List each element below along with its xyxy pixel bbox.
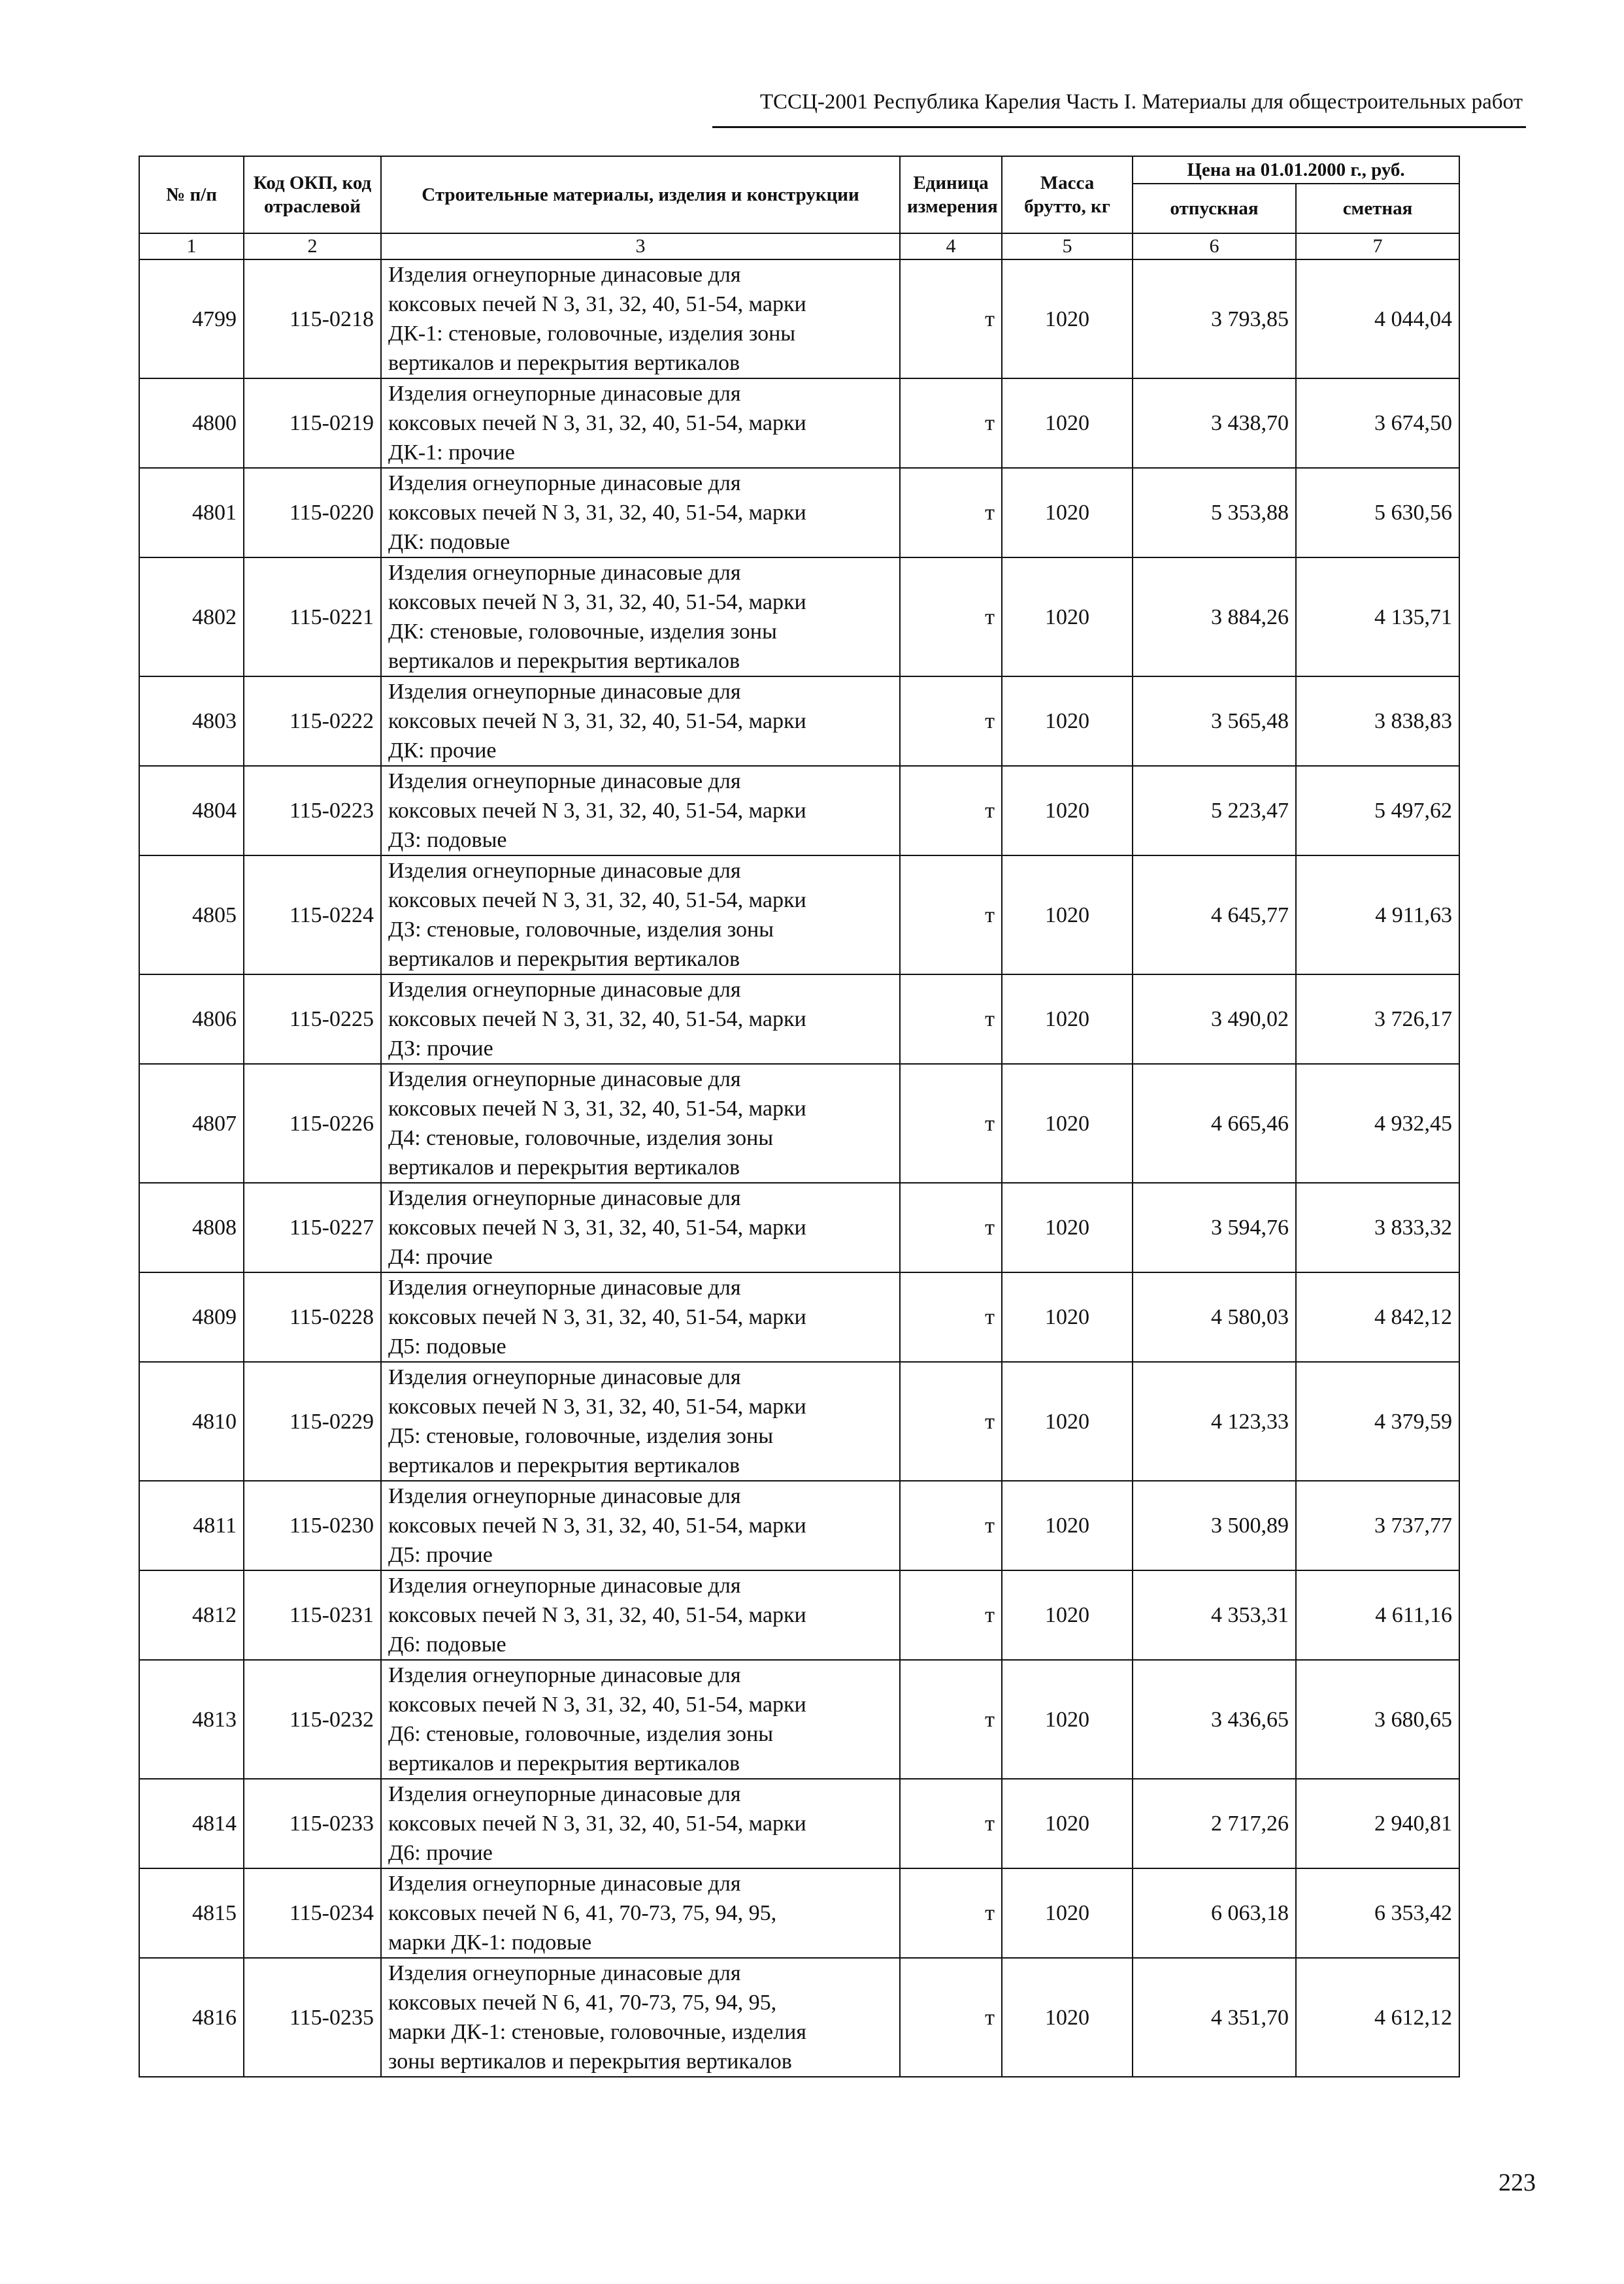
material-description (381, 974, 900, 1064)
table-body (139, 259, 1459, 2077)
description-line: ДК: прочие (388, 738, 497, 763)
table-row (139, 1362, 1459, 1481)
header-price-group: Цена на 01.01.2000 г., руб. (1133, 156, 1459, 184)
header-price-release: отпускная (1133, 184, 1296, 233)
material-description (381, 676, 900, 766)
price-release-cell: 5 353,88 (1133, 468, 1296, 557)
mass-cell: 1020 (1002, 557, 1133, 676)
price-estimate-cell: 3 674,50 (1296, 378, 1459, 468)
unit-cell: т (900, 1064, 1002, 1183)
description-line: ДК-1: стеновые, головочные, изделия зоны (388, 322, 796, 346)
unit-cell: т (900, 1660, 1002, 1779)
row-number: 4812 (139, 1570, 244, 1660)
description-line: Д4: стеновые, головочные, изделия зоны (388, 1126, 774, 1150)
header-name: Строительные материалы, изделия и конструкции (381, 156, 900, 233)
description-line: коксовых печей N 3, 31, 32, 40, 51-54, марки (388, 1216, 806, 1240)
description-line: коксовых печей N 3, 31, 32, 40, 51-54, марки (388, 888, 806, 912)
description-line: ДК: подовые (388, 530, 510, 554)
description-line: вертикалов и перекрытия вертикалов (388, 649, 740, 673)
description-line: Д5: прочие (388, 1543, 493, 1567)
price-estimate-cell: 4 911,63 (1296, 855, 1459, 974)
mass-cell: 1020 (1002, 1481, 1133, 1570)
row-number: 4813 (139, 1660, 244, 1779)
row-number: 4806 (139, 974, 244, 1064)
description-line: Д6: стеновые, головочные, изделия зоны (388, 1722, 774, 1746)
price-release-cell: 4 351,70 (1133, 1958, 1296, 2077)
price-table (139, 156, 1460, 2077)
price-release-cell: 4 353,31 (1133, 1570, 1296, 1660)
price-estimate-cell: 3 737,77 (1296, 1481, 1459, 1570)
column-number: 2 (244, 233, 381, 259)
price-estimate-cell: 2 940,81 (1296, 1779, 1459, 1868)
page-header: ТССЦ-2001 Республика Карелия Часть I. Материалы для общестроительных работ (759, 90, 1523, 114)
price-estimate-cell: 3 680,65 (1296, 1660, 1459, 1779)
description-line: Изделия огнеупорные динасовые для (388, 978, 741, 1002)
material-description (381, 1362, 900, 1481)
price-estimate-cell: 3 838,83 (1296, 676, 1459, 766)
description-line: Д5: подовые (388, 1334, 506, 1359)
price-release-cell: 4 580,03 (1133, 1272, 1296, 1362)
mass-cell: 1020 (1002, 1660, 1133, 1779)
material-description (381, 1570, 900, 1660)
table-row (139, 1958, 1459, 2077)
description-line: Изделия огнеупорные динасовые для (388, 859, 741, 883)
description-line: коксовых печей N 3, 31, 32, 40, 51-54, марки (388, 799, 806, 823)
unit-cell: т (900, 1362, 1002, 1481)
price-estimate-cell: 4 379,59 (1296, 1362, 1459, 1481)
header-unit: Единица измерения (900, 156, 1002, 233)
description-line: коксовых печей N 3, 31, 32, 40, 51-54, марки (388, 590, 806, 614)
table-row (139, 974, 1459, 1064)
description-line: вертикалов и перекрытия вертикалов (388, 947, 740, 971)
material-description (381, 557, 900, 676)
price-estimate-cell: 4 612,12 (1296, 1958, 1459, 2077)
unit-cell: т (900, 557, 1002, 676)
price-release-cell: 3 436,65 (1133, 1660, 1296, 1779)
material-description (381, 1660, 900, 1779)
description-line: Изделия огнеупорные динасовые для (388, 680, 741, 704)
mass-cell: 1020 (1002, 1570, 1133, 1660)
description-line: Изделия огнеупорные динасовые для (388, 1365, 741, 1389)
column-number: 4 (900, 233, 1002, 259)
description-line: ДЗ: подовые (388, 828, 507, 852)
unit-cell: т (900, 1868, 1002, 1958)
table-row (139, 1064, 1459, 1183)
mass-cell: 1020 (1002, 676, 1133, 766)
description-line: вертикалов и перекрытия вертикалов (388, 351, 740, 375)
description-line: коксовых печей N 3, 31, 32, 40, 51-54, марки (388, 1514, 806, 1538)
unit-cell: т (900, 468, 1002, 557)
okp-code: 115-0222 (244, 676, 381, 766)
table-row (139, 1272, 1459, 1362)
row-number: 4808 (139, 1183, 244, 1272)
description-line: Изделия огнеупорные динасовые для (388, 1067, 741, 1091)
price-estimate-cell: 3 833,32 (1296, 1183, 1459, 1272)
mass-cell: 1020 (1002, 855, 1133, 974)
header-num: № п/п (139, 156, 244, 233)
description-line: Изделия огнеупорные динасовые для (388, 769, 741, 793)
description-line: Изделия огнеупорные динасовые для (388, 1186, 741, 1210)
row-number: 4802 (139, 557, 244, 676)
mass-cell: 1020 (1002, 1958, 1133, 2077)
okp-code: 115-0220 (244, 468, 381, 557)
unit-cell: т (900, 676, 1002, 766)
okp-code: 115-0232 (244, 1660, 381, 1779)
unit-cell: т (900, 1779, 1002, 1868)
description-line: Изделия огнеупорные динасовые для (388, 471, 741, 495)
description-line: коксовых печей N 3, 31, 32, 40, 51-54, марки (388, 292, 806, 316)
column-number: 1 (139, 233, 244, 259)
row-number: 4800 (139, 378, 244, 468)
okp-code: 115-0228 (244, 1272, 381, 1362)
row-number: 4809 (139, 1272, 244, 1362)
description-line: коксовых печей N 3, 31, 32, 40, 51-54, марки (388, 1395, 806, 1419)
table-row (139, 1183, 1459, 1272)
price-release-cell: 3 490,02 (1133, 974, 1296, 1064)
description-line: Изделия огнеупорные динасовые для (388, 1276, 741, 1300)
description-line: коксовых печей N 3, 31, 32, 40, 51-54, марки (388, 1693, 806, 1717)
description-line: зоны вертикалов и перекрытия вертикалов (388, 2049, 792, 2074)
table-row (139, 1481, 1459, 1570)
description-line: коксовых печей N 3, 31, 32, 40, 51-54, марки (388, 1305, 806, 1329)
description-line: коксовых печей N 3, 31, 32, 40, 51-54, марки (388, 1097, 806, 1121)
unit-cell: т (900, 974, 1002, 1064)
row-number: 4801 (139, 468, 244, 557)
okp-code: 115-0233 (244, 1779, 381, 1868)
table-row (139, 1570, 1459, 1660)
price-estimate-cell: 4 842,12 (1296, 1272, 1459, 1362)
price-estimate-cell: 4 044,04 (1296, 259, 1459, 378)
table-row (139, 766, 1459, 855)
unit-cell: т (900, 1272, 1002, 1362)
price-release-cell: 4 645,77 (1133, 855, 1296, 974)
mass-cell: 1020 (1002, 1064, 1133, 1183)
material-description (381, 1481, 900, 1570)
material-description (381, 1064, 900, 1183)
okp-code: 115-0223 (244, 766, 381, 855)
header-code: Код ОКП, код отраслевой (244, 156, 381, 233)
okp-code: 115-0225 (244, 974, 381, 1064)
description-line: Изделия огнеупорные динасовые для (388, 1872, 741, 1896)
price-release-cell: 3 793,85 (1133, 259, 1296, 378)
mass-cell: 1020 (1002, 259, 1133, 378)
description-line: ДК: стеновые, головочные, изделия зоны (388, 620, 777, 644)
mass-cell: 1020 (1002, 974, 1133, 1064)
description-line: коксовых печей N 3, 31, 32, 40, 51-54, марки (388, 1603, 806, 1627)
okp-code: 115-0230 (244, 1481, 381, 1570)
row-number: 4814 (139, 1779, 244, 1868)
unit-cell: т (900, 1481, 1002, 1570)
description-line: марки ДК-1: стеновые, головочные, изделия (388, 2020, 806, 2044)
column-number: 5 (1002, 233, 1133, 259)
header-price-estimate: сметная (1296, 184, 1459, 233)
table-row (139, 259, 1459, 378)
description-line: вертикалов и перекрытия вертикалов (388, 1155, 740, 1180)
row-number: 4804 (139, 766, 244, 855)
mass-cell: 1020 (1002, 1183, 1133, 1272)
description-line: марки ДК-1: подовые (388, 1930, 592, 1955)
column-number: 6 (1133, 233, 1296, 259)
price-estimate-cell: 4 932,45 (1296, 1064, 1459, 1183)
mass-cell: 1020 (1002, 1779, 1133, 1868)
material-description (381, 1958, 900, 2077)
material-description (381, 1272, 900, 1362)
unit-cell: т (900, 1183, 1002, 1272)
okp-code: 115-0231 (244, 1570, 381, 1660)
price-release-cell: 3 565,48 (1133, 676, 1296, 766)
unit-cell: т (900, 259, 1002, 378)
column-number: 3 (381, 233, 900, 259)
price-estimate-cell: 6 353,42 (1296, 1868, 1459, 1958)
table-row (139, 1868, 1459, 1958)
description-line: Д6: подовые (388, 1632, 506, 1657)
description-line: коксовых печей N 3, 31, 32, 40, 51-54, марки (388, 501, 806, 525)
description-line: ДЗ: прочие (388, 1036, 493, 1061)
row-number: 4810 (139, 1362, 244, 1481)
okp-code: 115-0235 (244, 1958, 381, 2077)
row-number: 4807 (139, 1064, 244, 1183)
table-row (139, 378, 1459, 468)
description-line: ДЗ: стеновые, головочные, изделия зоны (388, 918, 774, 942)
description-line: Д5: стеновые, головочные, изделия зоны (388, 1424, 774, 1448)
mass-cell: 1020 (1002, 378, 1133, 468)
okp-code: 115-0218 (244, 259, 381, 378)
mass-cell: 1020 (1002, 1362, 1133, 1481)
okp-code: 115-0227 (244, 1183, 381, 1272)
column-number: 7 (1296, 233, 1459, 259)
row-number: 4811 (139, 1481, 244, 1570)
description-line: вертикалов и перекрытия вертикалов (388, 1453, 740, 1478)
material-description (381, 468, 900, 557)
unit-cell: т (900, 766, 1002, 855)
description-line: коксовых печей N 6, 41, 70-73, 75, 94, 95, (388, 1991, 777, 2015)
material-description (381, 855, 900, 974)
okp-code: 115-0234 (244, 1868, 381, 1958)
price-release-cell: 3 594,76 (1133, 1183, 1296, 1272)
price-release-cell: 4 665,46 (1133, 1064, 1296, 1183)
material-description (381, 1779, 900, 1868)
header-rule (712, 126, 1526, 128)
row-number: 4816 (139, 1958, 244, 2077)
material-description (381, 378, 900, 468)
row-number: 4799 (139, 259, 244, 378)
description-line: Изделия огнеупорные динасовые для (388, 263, 741, 287)
price-release-cell: 3 438,70 (1133, 378, 1296, 468)
description-line: коксовых печей N 3, 31, 32, 40, 51-54, марки (388, 1812, 806, 1836)
table-row (139, 855, 1459, 974)
row-number: 4815 (139, 1868, 244, 1958)
okp-code: 115-0221 (244, 557, 381, 676)
description-line: ДК-1: прочие (388, 440, 515, 465)
description-line: коксовых печей N 3, 31, 32, 40, 51-54, марки (388, 1007, 806, 1031)
mass-cell: 1020 (1002, 1868, 1133, 1958)
row-number: 4805 (139, 855, 244, 974)
description-line: Д4: прочие (388, 1245, 493, 1269)
description-line: Д6: прочие (388, 1841, 493, 1865)
description-line: Изделия огнеупорные динасовые для (388, 561, 741, 585)
price-release-cell: 2 717,26 (1133, 1779, 1296, 1868)
mass-cell: 1020 (1002, 468, 1133, 557)
price-release-cell: 4 123,33 (1133, 1362, 1296, 1481)
header-mass: Масса брутто, кг (1002, 156, 1133, 233)
description-line: Изделия огнеупорные динасовые для (388, 1663, 741, 1687)
material-description (381, 1183, 900, 1272)
okp-code: 115-0224 (244, 855, 381, 974)
table-row (139, 468, 1459, 557)
unit-cell: т (900, 1570, 1002, 1660)
table-row (139, 557, 1459, 676)
table-row (139, 1660, 1459, 1779)
description-line: Изделия огнеупорные динасовые для (388, 1574, 741, 1598)
unit-cell: т (900, 378, 1002, 468)
description-line: Изделия огнеупорные динасовые для (388, 382, 741, 406)
okp-code: 115-0229 (244, 1362, 381, 1481)
material-description (381, 259, 900, 378)
description-line: вертикалов и перекрытия вертикалов (388, 1751, 740, 1776)
okp-code: 115-0219 (244, 378, 381, 468)
price-release-cell: 3 884,26 (1133, 557, 1296, 676)
unit-cell: т (900, 1958, 1002, 2077)
unit-cell: т (900, 855, 1002, 974)
price-release-cell: 3 500,89 (1133, 1481, 1296, 1570)
page-number: 223 (1499, 2169, 1536, 2196)
material-description (381, 1868, 900, 1958)
row-number: 4803 (139, 676, 244, 766)
mass-cell: 1020 (1002, 766, 1133, 855)
price-release-cell: 5 223,47 (1133, 766, 1296, 855)
price-estimate-cell: 5 630,56 (1296, 468, 1459, 557)
table-row (139, 1779, 1459, 1868)
okp-code: 115-0226 (244, 1064, 381, 1183)
price-estimate-cell: 3 726,17 (1296, 974, 1459, 1064)
table-row (139, 676, 1459, 766)
mass-cell: 1020 (1002, 1272, 1133, 1362)
description-line: Изделия огнеупорные динасовые для (388, 1484, 741, 1508)
price-estimate-cell: 5 497,62 (1296, 766, 1459, 855)
price-release-cell: 6 063,18 (1133, 1868, 1296, 1958)
description-line: Изделия огнеупорные динасовые для (388, 1961, 741, 1985)
description-line: коксовых печей N 3, 31, 32, 40, 51-54, марки (388, 709, 806, 733)
price-estimate-cell: 4 611,16 (1296, 1570, 1459, 1660)
description-line: Изделия огнеупорные динасовые для (388, 1782, 741, 1806)
material-description (381, 766, 900, 855)
price-estimate-cell: 4 135,71 (1296, 557, 1459, 676)
description-line: коксовых печей N 6, 41, 70-73, 75, 94, 95, (388, 1901, 777, 1925)
description-line: коксовых печей N 3, 31, 32, 40, 51-54, марки (388, 411, 806, 435)
